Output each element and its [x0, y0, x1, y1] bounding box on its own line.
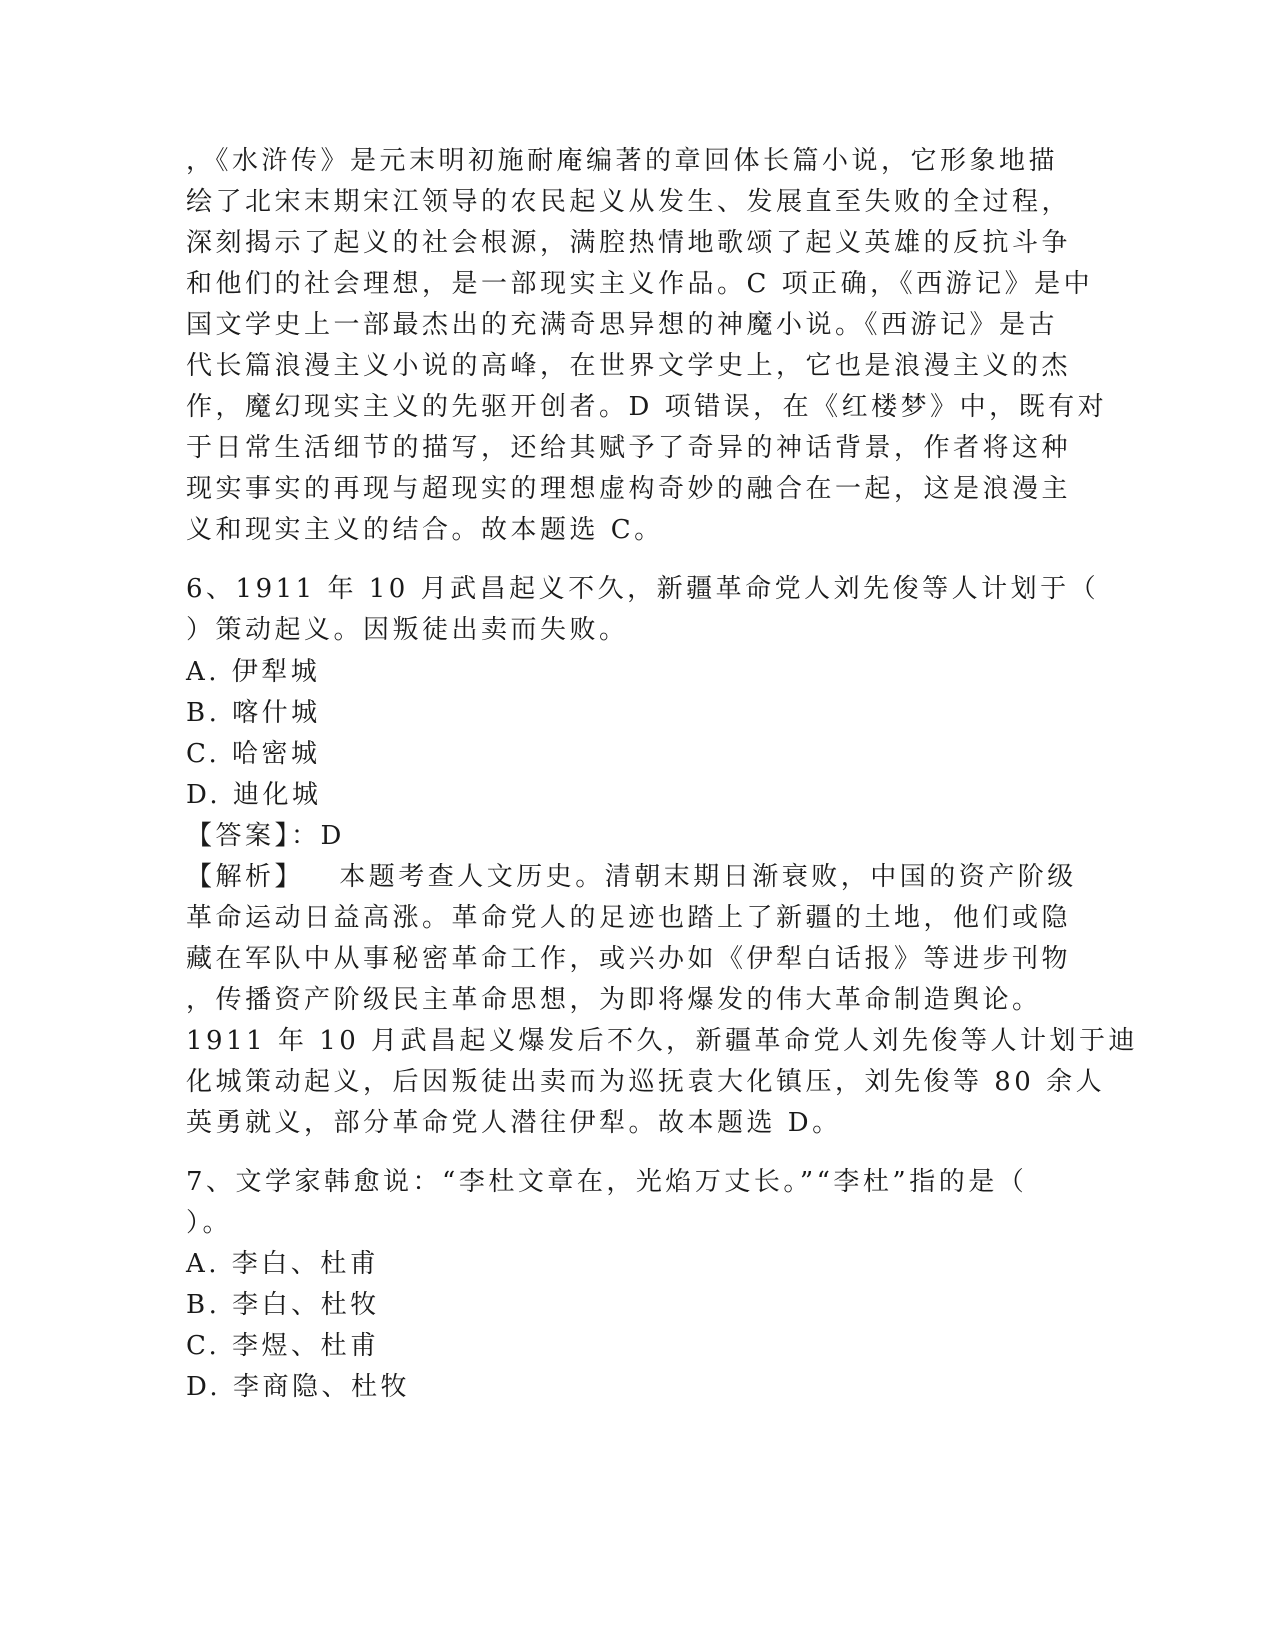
question-6-answer: 【答案】：D — [186, 821, 345, 851]
question-6-explanation: 革命运动日益高涨。革命党人的足迹也踏上了新疆的土地，他们或隐 — [186, 903, 1072, 933]
question-6-option-a: A. 伊犁城 — [186, 657, 321, 687]
question-6-explanation: ，传播资产阶级民主革命思想，为即将爆发的伟大革命制造舆论。 — [186, 985, 1042, 1015]
explanation-line: 和他们的社会理想，是一部现实主义作品。C 项正确，《西游记》是中 — [186, 269, 1094, 299]
explanation-line: 作，魔幻现实主义的先驱开创者。D 项错误，在《红楼梦》中，既有对 — [186, 392, 1108, 422]
question-6-explanation: 英勇就义，部分革命党人潜往伊犁。故本题选 D。 — [186, 1108, 842, 1138]
explanation-line: 国文学史上一部最杰出的充满奇思异想的神魔小说。《西游记》是古 — [186, 310, 1059, 340]
question-6-explanation: 【解析】 本题考查人文历史。清朝末期日渐衰败，中国的资产阶级 — [186, 862, 1077, 892]
explanation-line: ，《水浒传》是元末明初施耐庵编著的章回体长篇小说，它形象地描 — [186, 146, 1059, 176]
explanation-line: 现实事实的再现与超现实的理想虚构奇妙的融合在一起，这是浪漫主 — [186, 474, 1072, 504]
explanation-line: 深刻揭示了起义的社会根源，满腔热情地歌颂了起义英雄的反抗斗争 — [186, 228, 1072, 258]
question-7-option-a: A. 李白、杜甫 — [186, 1249, 380, 1279]
question-6-option-c: C. 哈密城 — [186, 739, 321, 769]
question-6-stem: 6、1911 年 10 月武昌起义不久，新疆革命党人刘先俊等人计划于（ — [186, 574, 1100, 604]
question-7-option-d: D. 李商隐、杜牧 — [186, 1372, 410, 1402]
explanation-line: 义和现实主义的结合。故本题选 C。 — [186, 515, 664, 545]
question-7-option-b: B. 李白、杜牧 — [186, 1290, 380, 1320]
question-6-explanation: 藏在军队中从事秘密革命工作，或兴办如《伊犁白话报》等进步刊物 — [186, 944, 1072, 974]
question-7-stem: ）。 — [186, 1208, 233, 1238]
explanation-line: 于日常生活细节的描写，还给其赋予了奇异的神话背景，作者将这种 — [186, 433, 1072, 463]
question-7-stem: 7、文学家韩愈说：“李杜文章在，光焰万丈长。”“李杜”指的是（ — [186, 1167, 1028, 1197]
question-6-stem: ）策动起义。因叛徒出卖而失败。 — [186, 615, 629, 645]
question-6-explanation: 化城策动起义，后因叛徒出卖而为巡抚袁大化镇压，刘先俊等 80 余人 — [186, 1067, 1106, 1097]
question-6-option-d: D. 迪化城 — [186, 780, 322, 810]
question-6-explanation: 1911 年 10 月武昌起义爆发后不久，新疆革命党人刘先俊等人计划于迪 — [186, 1026, 1139, 1056]
question-7-option-c: C. 李煜、杜甫 — [186, 1331, 380, 1361]
explanation-line: 绘了北宋末期宋江领导的农民起义从发生、发展直至失败的全过程， — [186, 187, 1072, 217]
explanation-line: 代长篇浪漫主义小说的高峰，在世界文学史上，它也是浪漫主义的杰 — [186, 351, 1072, 381]
question-6-option-b: B. 喀什城 — [186, 698, 321, 728]
